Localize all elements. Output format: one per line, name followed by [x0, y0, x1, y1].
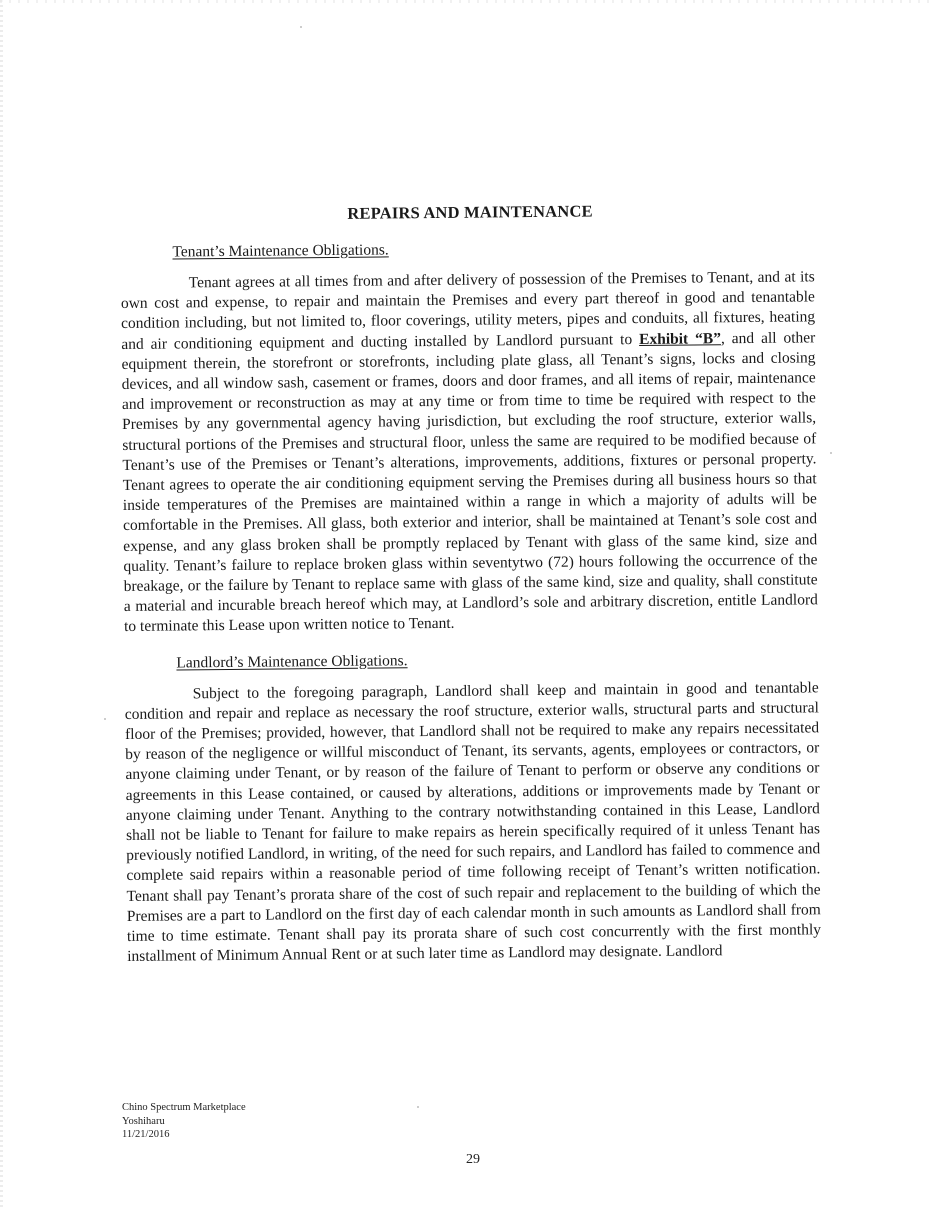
- scan-speck: [417, 1106, 419, 1108]
- scan-edge-artifact: [0, 0, 933, 3]
- landlord-obligations-paragraph: Subject to the foregoing paragraph, Landlord shall keep and maintain in good and tenantable condition and repair and replace as necessary the roof structure, exterior walls, structural parts and structural floor of the Premises; provided, however, that Landlord shall not be required to make any repairs necessitated by reason of the negligence or willful misconduct of Tenant, its servants, agents, employees or contractors, or anyone claiming under Tenant, or by reason of the failure of Tenant to perform or observe any conditions or agreements in this Lease contained, or caused by alterations, additions or improvements made by Tenant or anyone claiming under Tenant. Anything to the contrary notwithstanding contained in this Lease, Landlord shall not be liable to Tenant for failure to make repairs as herein specifically required of it unless Tenant has previously notified Landlord, in writing, of the need for such repairs, and Landlord has failed to commence and complete said repairs within a reasonable period of time following receipt of Tenant’s written notification. Tenant shall pay Tenant’s prorata share of the cost of such repair and replacement to the building of which the Premises are a part to Landlord on the first day of each calendar month in such amounts as Landlord shall from time to time estimate. Tenant shall pay its prorata share of such cost concurrently with the first monthly installment of Minimum Annual Rent or at such later time as Landlord may designate. Landlord: [124, 678, 822, 966]
- tenant-obligations-heading: Tenant’s Maintenance Obligations.: [172, 241, 389, 261]
- document-footer: [122, 1101, 246, 1142]
- scan-speck: [830, 452, 832, 454]
- tenant-paragraph-text-part-2: , and all other equipment therein, the storefront or storefronts, including plate glass, all Tenant’s signs, locks and closing devices, and all window sash, casement or frames, doors and door frames, and all items of repair, maintenance and improvement or reconstruction as may at any time or from time to time be required with respect to the Premises by any governmental agency having jurisdiction, but excluding the roof structure, exterior walls, structural portions of the Premises and structural floor, unless the same are required to be modified because of Tenant’s use of the Premises or Tenant’s alterations, improvements, additions, fixtures or personal property. Tenant agrees to operate the air conditioning equipment serving the Premises during all business hours so that inside temperatures of the Premises are maintained within a range in which a majority of adults will be comfortable in the Premises. All glass, both exterior and interior, shall be maintained at Tenant’s sole cost and expense, and any glass broken shall be promptly replaced by Tenant with glass of the same kind, size and quality. Tenant’s failure to replace broken glass within seventytwo (72) hours following the occurrence of the breakage, or the failure by Tenant to replace same with glass of the same kind, size and quality, shall constitute a material and incurable breach hereof which may, at Landlord’s sole and arbitrary discretion, entitle Landlord to terminate this Lease upon written notice to Tenant.: [121, 328, 818, 636]
- scan-speck: [300, 26, 302, 28]
- footer-date: 11/21/2016: [122, 1129, 170, 1140]
- scan-edge-artifact: [0, 0, 3, 1209]
- tenant-paragraph-text-part-1: Tenant agrees at all times from and after delivery of possession of the Premises to Tenant, and at its own cost and expense, to repair and maintain the Premises and every part thereof in good and tenantable condition including, but not limited to, floor coverings, utility meters, pipes and conduits, all fixtures, heating and air conditioning equipment and ducting installed by Landlord pursuant to: [120, 268, 816, 353]
- scan-speck: [104, 718, 106, 720]
- footer-tenant-name: Yoshiharu: [122, 1115, 165, 1127]
- document-body: [120, 199, 821, 984]
- landlord-obligations-heading: Landlord’s Maintenance Obligations.: [176, 651, 408, 672]
- exhibit-b-reference: Exhibit “B”: [638, 329, 722, 348]
- page-number: 29: [466, 1152, 480, 1167]
- section-title: REPAIRS AND MAINTENANCE: [347, 201, 593, 223]
- footer-property-name: Chino Spectrum Marketplace: [122, 1102, 246, 1113]
- tenant-obligations-paragraph: [121, 267, 818, 637]
